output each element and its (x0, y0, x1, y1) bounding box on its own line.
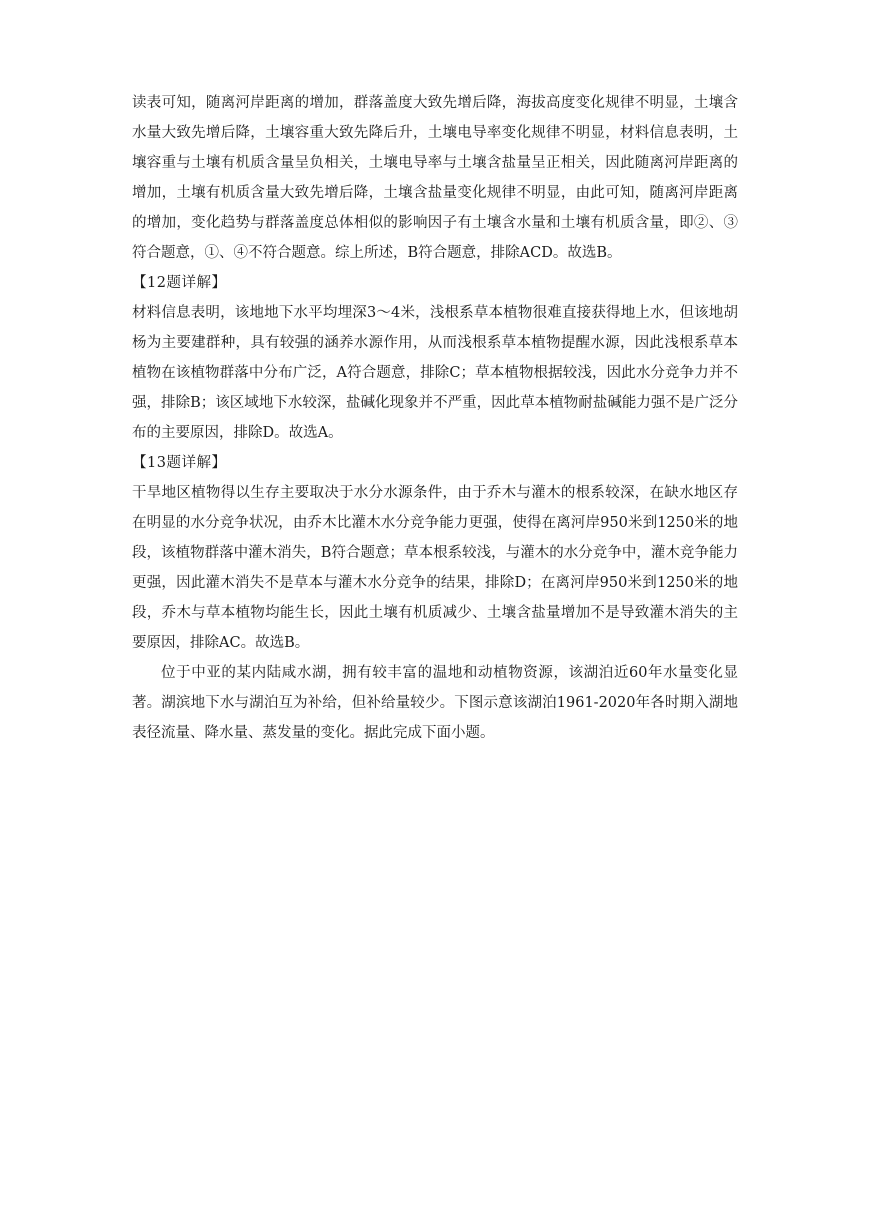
question-12-heading: 【12题详解】 (132, 275, 227, 291)
question-13-heading: 【13题详解】 (132, 455, 227, 471)
question-13-explanation: 干旱地区植物得以生存主要取决于水分水源条件，由于乔木与灌木的根系较深，在缺水地区存在明显的水分竞争状况，由乔木比灌木水分竞争能力更强，使得在离河岸950米到1250米的地段，该植物群落中灌木消失，B符合题意；草本根系较浅，与灌木的水分竞争中，灌木竞争能力更强，因此灌木消失不是草本与灌木水分竞争的结果，排除D；在离河岸950米到1250米的地段，乔木与草本植物均能生长，因此土壤有机质减少、土壤含盐量增加不是导致灌木消失的主要原因，排除AC。故选B。 (132, 485, 738, 651)
document-content (132, 88, 738, 748)
next-material-intro: 位于中亚的某内陆咸水湖，拥有较丰富的温地和动植物资源，该湖泊近60年水量变化显著。湖滨地下水与湖泊互为补给，但补给量较少。下图示意该湖泊1961-2020年各时期入湖地表径流量、降水量、蒸发量的变化。据此完成下面小题。 (132, 665, 738, 741)
question-12-explanation: 材料信息表明，该地地下水平均埋深3～4米，浅根系草本植物很难直接获得地上水，但该地胡杨为主要建群种，具有较强的涵养水源作用，从而浅根系草本植物提醒水源，因此浅根系草本植物在该植物群落中分布广泛，A符合题意，排除C；草本植物根据较浅，因此水分竞争力并不强，排除B；该区域地下水较深，盐碱化现象并不严重，因此草本植物耐盐碱能力强不是广泛分布的主要原因，排除D。故选A。 (132, 305, 738, 441)
answer-paragraph-11: 读表可知，随离河岸距离的增加，群落盖度大致先增后降，海拔高度变化规律不明显，土壤含水量大致先增后降，土壤容重大致先降后升，土壤电导率变化规律不明显，材料信息表明，土壤容重与土壤有机质含量呈负相关，土壤电导率与土壤含盐量呈正相关，因此随离河岸距离的增加，土壤有机质含量大致先增后降，土壤含盐量变化规律不明显，由此可知，随离河岸距离的增加，变化趋势与群落盖度总体相似的影响因子有土壤含水量和土壤有机质含量，即②、③符合题意，①、④不符合题意。综上所述，B符合题意，排除ACD。故选B。 (132, 95, 738, 261)
